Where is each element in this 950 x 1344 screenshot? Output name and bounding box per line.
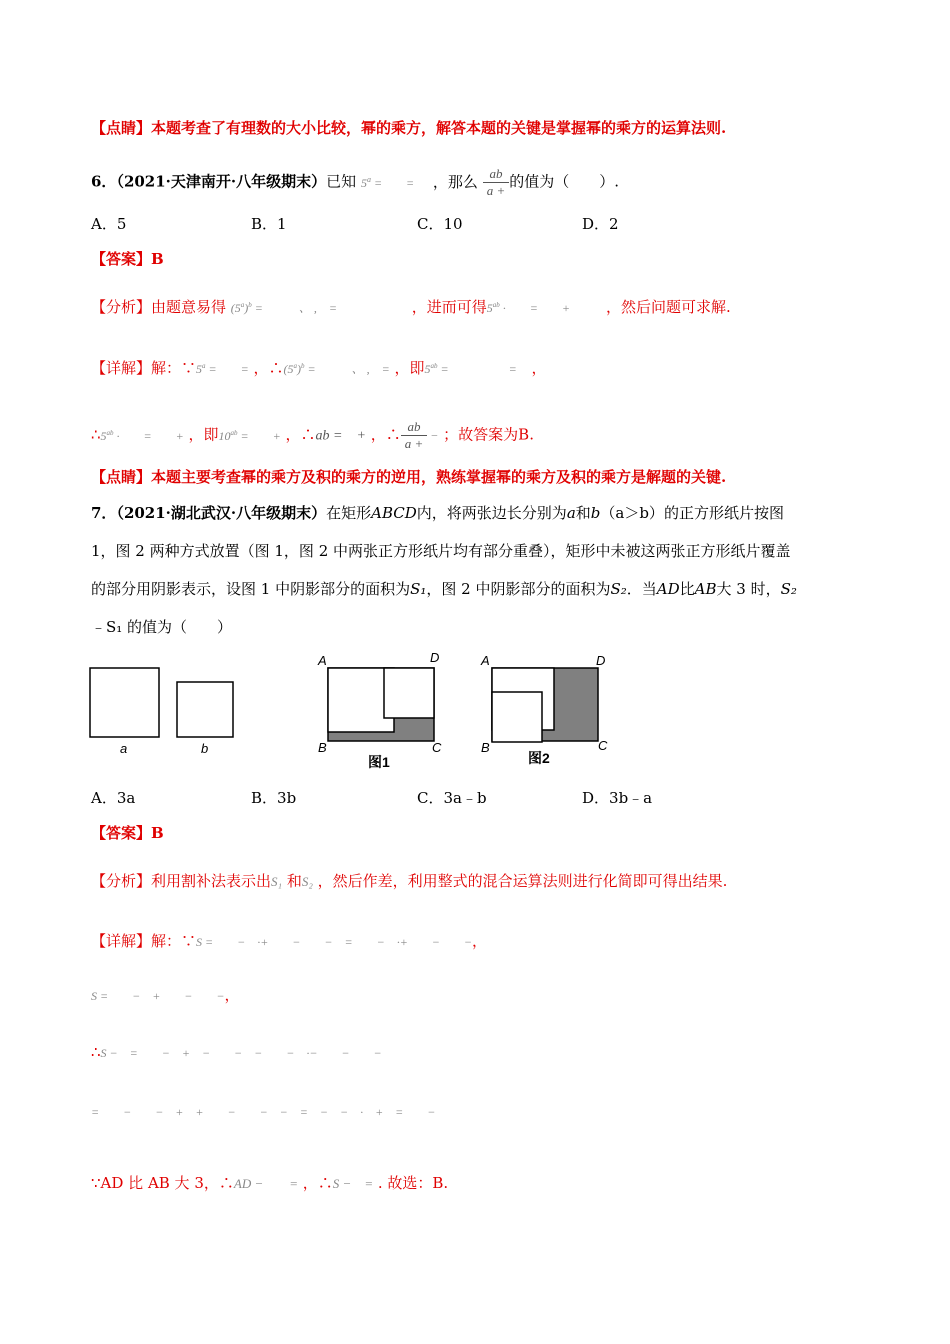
svg-text:D: D [430, 650, 440, 665]
svg-text:图1: 图1 [368, 754, 390, 770]
label-a: a [120, 741, 128, 756]
svg-text:B: B [318, 740, 327, 755]
q7-stem-line1: 7．（2021·湖北武汉·八年级期末）在矩形ABCD内，将两张边长分别为a和b（a＞b）的正方形纸片按图 [91, 504, 784, 522]
q6-source: （2021·天津南开·八年级期末） [116, 172, 327, 191]
q7-conclusion: ∵AD 比 AB 大 3，∴AD − = ，∴S − = . 故选：B. [91, 1174, 449, 1192]
q7-detail: 【详解】解：∵S = − ·+ − − = − ·+ − −， [91, 932, 488, 950]
square-a [90, 668, 159, 737]
q6-stem-a: 已知 [326, 172, 357, 191]
q6-analysis: 【分析】由题意易得 $(5^a)^b$ = 、 , = ，进而可得$5^{ab}$ · = + ，然后问题可求解. [91, 298, 731, 316]
q6-option-c: C．10 [417, 215, 463, 233]
svg-text:C: C [432, 740, 442, 755]
q7-diff-expr: ∴S − = − + − − − − ·− − − [91, 1043, 382, 1061]
q7-last-expr: = − − + + − − − = − − · + = − [91, 1105, 436, 1119]
q6-option-b: B．1 [251, 215, 287, 233]
q7-option-a: A．3a [91, 789, 136, 807]
q6-tip: 【点睛】本题主要考查幂的乘方及积的乘方的逆用，熟练掌握幂的乘方及积的乘方是解题的关键. [91, 468, 727, 486]
q6-stem-b: ，那么 [432, 172, 478, 191]
q6-eq1: 5$^a$ = = [360, 174, 415, 190]
q6-option-a: A．5 [91, 215, 127, 233]
q7-s2-expr: S = − + − −， [91, 986, 240, 1004]
q6-stem-c: 的值为（ ）. [509, 172, 620, 191]
q7-stem-line2: 1，图 2 两种方式放置（图 1，图 2 中两张正方形纸片均有部分重叠），矩形中未被这两张正方形纸片覆盖 [91, 542, 791, 560]
svg-text:B: B [481, 740, 490, 755]
q6-stem [91, 166, 619, 199]
q6-number: 6． [91, 172, 117, 191]
q7-figures [80, 645, 620, 775]
q6-answer: 【答案】B [91, 250, 164, 268]
square-b [177, 682, 233, 737]
q7-answer: 【答案】B [91, 824, 164, 842]
q6-detail-line2: $\therefore 5^{ab}$ · = + ，即$10^{ab}$ = + ，∴ab = + ，∴ $\frac{ab}{a +}$ − ；故答案为B. [91, 419, 534, 451]
q7-stem-line4: ﹣S₁ 的值为（ ） [91, 618, 233, 636]
q6-option-d: D．2 [582, 215, 619, 233]
svg-text:C: C [598, 738, 608, 753]
svg-text:A: A [318, 653, 327, 668]
svg-text:D: D [596, 653, 606, 668]
svg-text:图2: 图2 [528, 750, 550, 766]
q7-option-b: B．3b [251, 789, 297, 807]
q5-tip: 【点睛】本题考查了有理数的大小比较，幂的乘方，解答本题的关键是掌握幂的乘方的运算法则. [91, 119, 727, 137]
q6-detail: 【详解】解：$\because 5^a$ = = ，$\therefore(5^a)^b$ = 、 , = ，即$5^{ab}$ = = ， [91, 359, 547, 377]
q6-fraction: $\frac{ab}{a +}$ [483, 166, 510, 199]
q7-option-c: C．3a﹣b [417, 789, 487, 807]
svg-text:A: A [481, 653, 490, 668]
q7-stem-line3: 的部分用阴影表示，设图 1 中阴影部分的面积为S₁，图 2 中阴影部分的面积为S₂．当AD比AB大 3 时，S₂ [91, 580, 797, 598]
q7-analysis: 【分析】利用割补法表示出S₁ 和S₂ ，然后作差，利用整式的混合运算法则进行化简即可得出结果. [91, 872, 728, 890]
q6-fraction-2: $\frac{ab}{a +}$ [401, 419, 428, 452]
label-b: b [201, 741, 209, 756]
figure-1 [317, 650, 442, 770]
figure-2 [480, 653, 608, 766]
q7-option-d: D．3b﹣a [582, 789, 653, 807]
